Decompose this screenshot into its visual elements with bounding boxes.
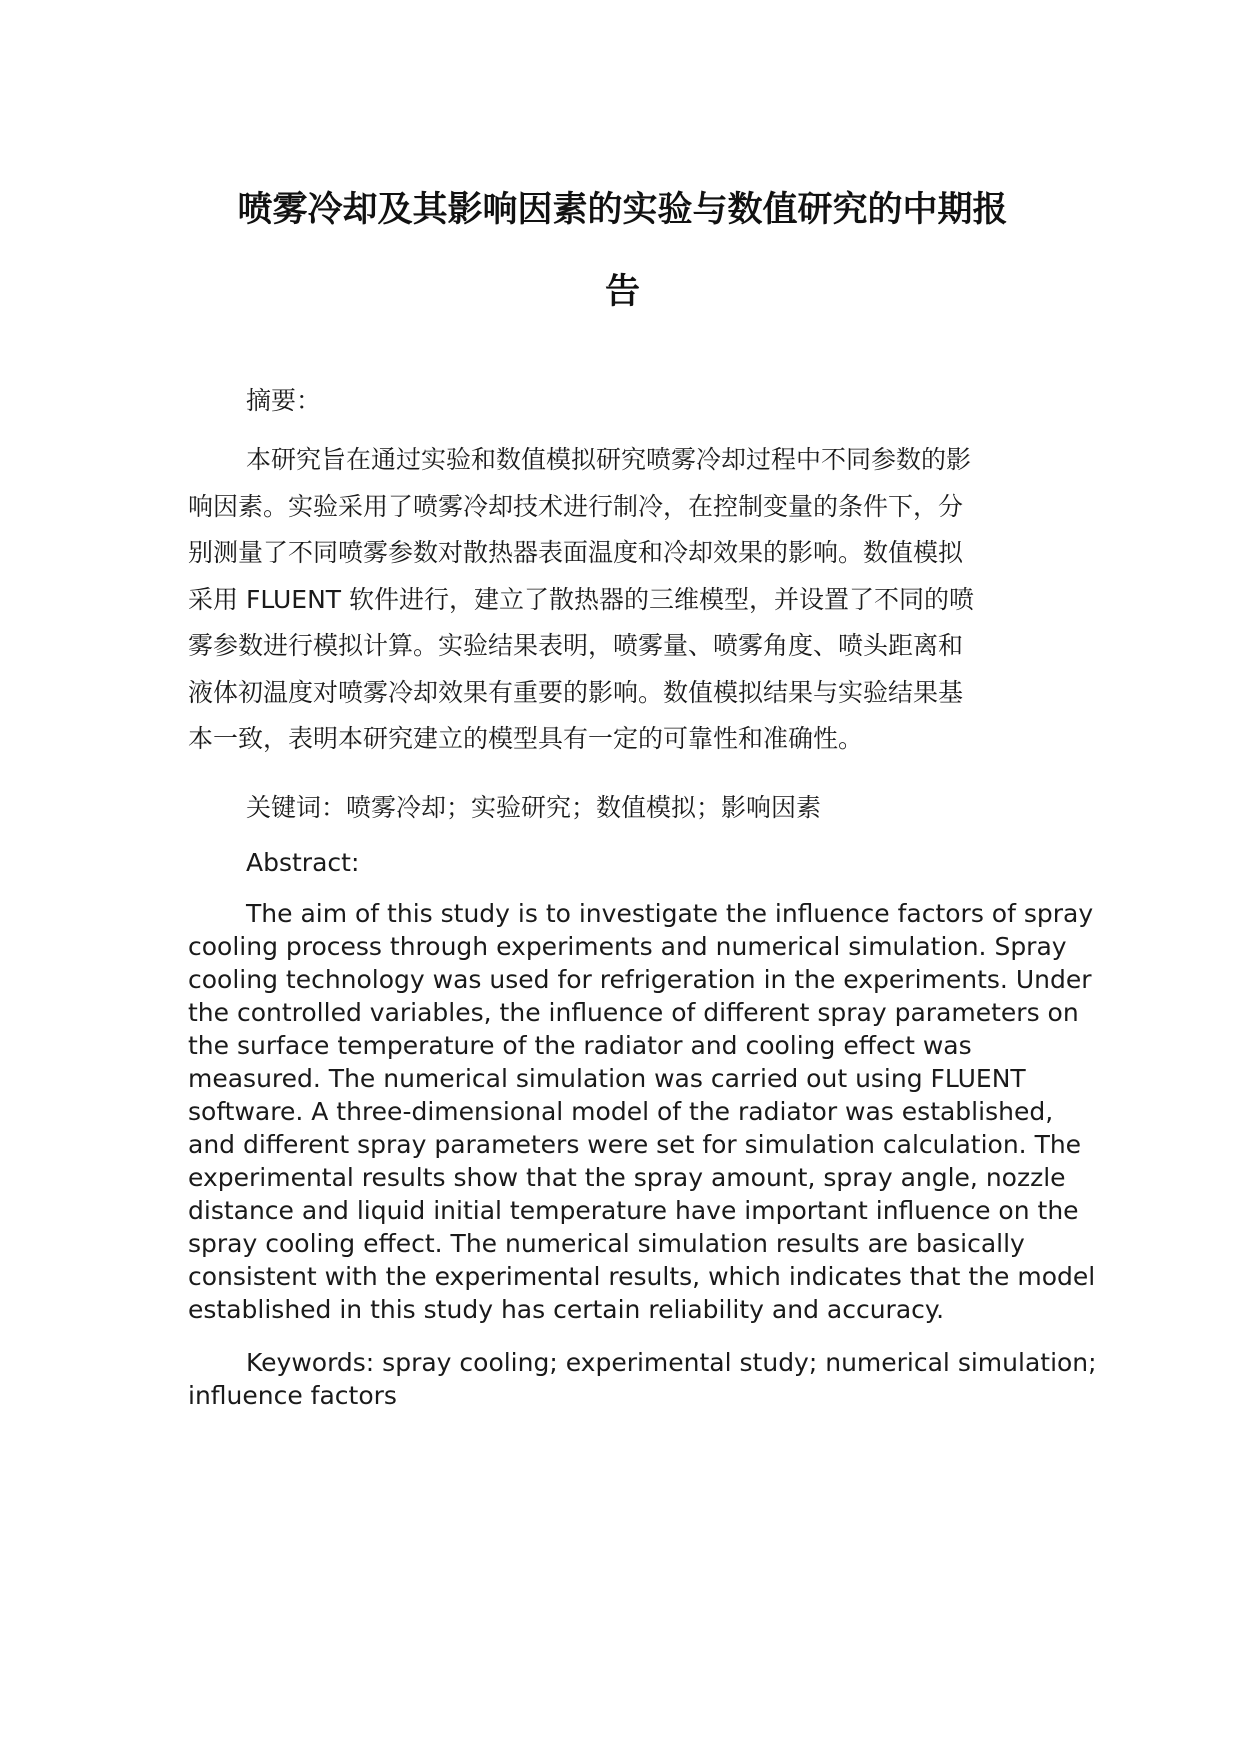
abstract-en-keywords-line: influence factors <box>188 1381 397 1410</box>
abstract-en-heading: Abstract: <box>246 848 360 877</box>
abstract-en-line: spray cooling effect. The numerical simulation results are basically <box>188 1229 1025 1258</box>
abstract-cn-heading: 摘要： <box>246 386 322 415</box>
abstract-en-line: and different spray parameters were set for simulation calculation. The <box>188 1130 1082 1159</box>
abstract-cn-line: 本一致，表明本研究建立的模型具有一定的可靠性和准确性。 <box>188 724 864 753</box>
abstract-en-keywords-line: Keywords: spray cooling; experimental study; numerical simulation; <box>246 1348 1097 1377</box>
abstract-cn-paragraph <box>188 437 1050 763</box>
document-title-line-2: 告 <box>604 272 640 312</box>
document-title-line-1: 喷雾冷却及其影响因素的实验与数值研究的中期报 <box>237 190 1008 230</box>
abstract-en-line: established in this study has certain reliability and accuracy. <box>188 1295 945 1324</box>
abstract-en-line: measured. The numerical simulation was carried out using FLUENT <box>188 1064 1026 1093</box>
abstract-en-line: software. A three-dimensional model of the radiator was established, <box>188 1097 1054 1126</box>
abstract-en-line: consistent with the experimental results, which indicates that the model <box>188 1262 1096 1291</box>
abstract-en-line: cooling technology was used for refrigeration in the experiments. Under <box>188 965 1092 994</box>
abstract-cn-line: 别测量了不同喷雾参数对散热器表面温度和冷却效果的影响。数值模拟 <box>188 538 964 567</box>
abstract-cn-keywords: 关键词：喷雾冷却；实验研究；数值模拟；影响因素 <box>246 793 822 822</box>
abstract-en-line: experimental results show that the spray amount, spray angle, nozzle <box>188 1163 1066 1192</box>
abstract-cn-line: 响因素。实验采用了喷雾冷却技术进行制冷，在控制变量的条件下，分 <box>188 491 964 521</box>
abstract-cn-line: 采用 FLUENT 软件进行，建立了散热器的三维模型，并设置了不同的喷 <box>188 584 975 614</box>
abstract-en-line: distance and liquid initial temperature have important influence on the <box>188 1196 1079 1225</box>
abstract-en-keywords <box>188 1346 1097 1412</box>
abstract-en-line: cooling process through experiments and numerical simulation. Spray <box>188 932 1067 961</box>
abstract-en-line: the surface temperature of the radiator and cooling effect was <box>188 1031 972 1060</box>
abstract-en-paragraph <box>188 897 1096 1326</box>
abstract-en-line: The aim of this study is to investigate the influence factors of spray <box>246 899 1094 928</box>
abstract-cn-line: 本研究旨在通过实验和数值模拟研究喷雾冷却过程中不同参数的影 <box>246 445 972 474</box>
abstract-en-line: the controlled variables, the influence of different spray parameters on <box>188 998 1079 1027</box>
abstract-cn-line: 雾参数进行模拟计算。实验结果表明，喷雾量、喷雾角度、喷头距离和 <box>188 631 964 660</box>
abstract-cn-line: 液体初温度对喷雾冷却效果有重要的影响。数值模拟结果与实验结果基 <box>188 677 964 707</box>
